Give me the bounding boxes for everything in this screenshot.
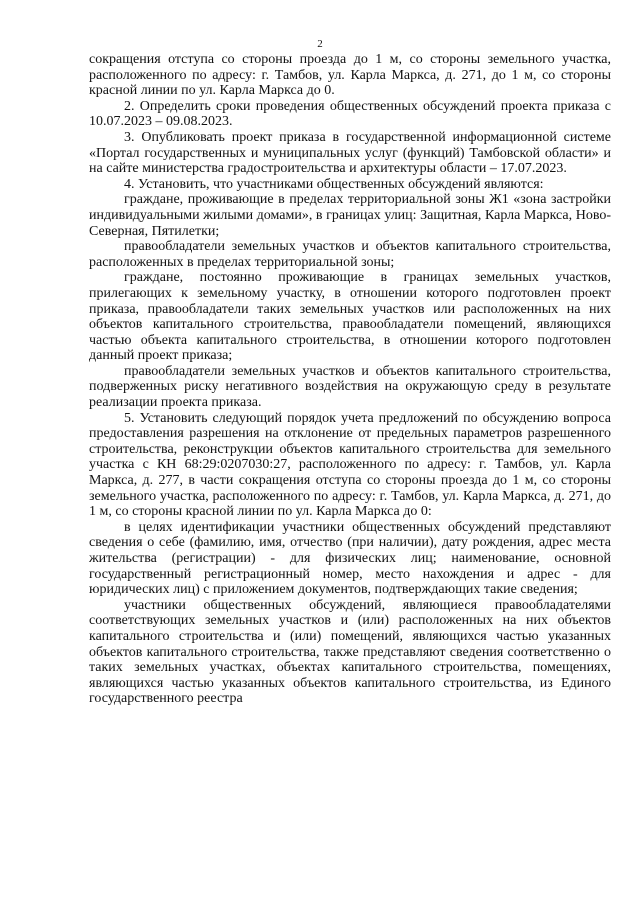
item-3-publication: 3. Опубликовать проект приказа в государственной информационной системе «Портал государственных и муниципальных услуг (функций) Тамбовской области» и на сайте министерства градостроительства и архитектуры области – 17.07.2023. (89, 129, 611, 177)
participants-owners-zone: правообладатели земельных участков и объектов капитального строительства, расположенных в пределах территориальной зоны; (89, 239, 611, 270)
participants-residents: граждане, проживающие в пределах территориальной зоны Ж1 «зона застройки индивидуальными жилыми домами», в границах улиц: Защитная, Карла Маркса, Ново-Северная, Пятилетки; (89, 192, 611, 239)
procedure-rightholders: участники общественных обсуждений, являющиеся правообладателями соответствующих земельных участков и (или) расположенных на них объектов капитального строительства и (или) помещений, являющихся частью указанных объектов капитального строительства, также представляют сведения соответственно о таких земельных участках, объектах капитального строительства, помещениях, являющихся частью указанных объектов капитального строительства, из Единого государственного реестра (89, 597, 611, 707)
item-5-procedure: 5. Установить следующий порядок учета предложений по обсуждению вопроса предоставления разрешения на отклонение от предельных параметров разрешенного строительства, реконструкции объектов капитального строительства для земельного участка с КН 68:29:0207030:27, расположенного по адресу: г. Тамбов, ул. Карла Маркса, д. 277, в части сокращения отступа со стороны проезда до 1 м, со стороны земельного участка, расположенного по адресу: г. Тамбов, ул. Карла Маркса, д. 271, до 1 м, со стороны красной линии по ул. Карла Маркса до 0: (89, 410, 611, 520)
participants-adjacent: граждане, постоянно проживающие в границах земельных участков, прилегающих к земельному участку, в отношении которого подготовлен проект приказа, правообладатели таких земельных участков или расположенных на них объектов капитального строительства, правообладатели помещений, являющихся частью объекта капитального строительства, в отношении которого подготовлен данный проект приказа; (89, 270, 611, 364)
paragraph-continuation: сокращения отступа со стороны проезда до 1 м, со стороны земельного участка, расположенного по адресу: г. Тамбов, ул. Карла Маркса, д. 271, до 1 м, со стороны красной линии по ул. Карла Маркса до 0. (89, 52, 611, 99)
item-4-participants: 4. Установить, что участниками общественных обсуждений являются: (124, 176, 544, 192)
participants-risk: правообладатели земельных участков и объектов капитального строительства, подверженных риску негативного воздействия на окружающую среду в результате реализации проекта приказа. (89, 363, 611, 411)
item-2-deadlines: 2. Определить сроки проведения общественных обсуждений проекта приказа с 10.07.2023 – 09.08.2023. (89, 98, 611, 130)
document-body (89, 52, 611, 707)
procedure-identification: в целях идентификации участники общественных обсуждений представляют сведения о себе (фамилию, имя, отчество (при наличии), дату рождения, адрес места жительства (регистрации) - для физических лиц; наименование, основной государственный регистрационный номер, место нахождения и адрес - для юридических лиц) с приложением документов, подтверждающих такие сведения; (89, 519, 611, 598)
page-number: 2 (317, 38, 323, 50)
